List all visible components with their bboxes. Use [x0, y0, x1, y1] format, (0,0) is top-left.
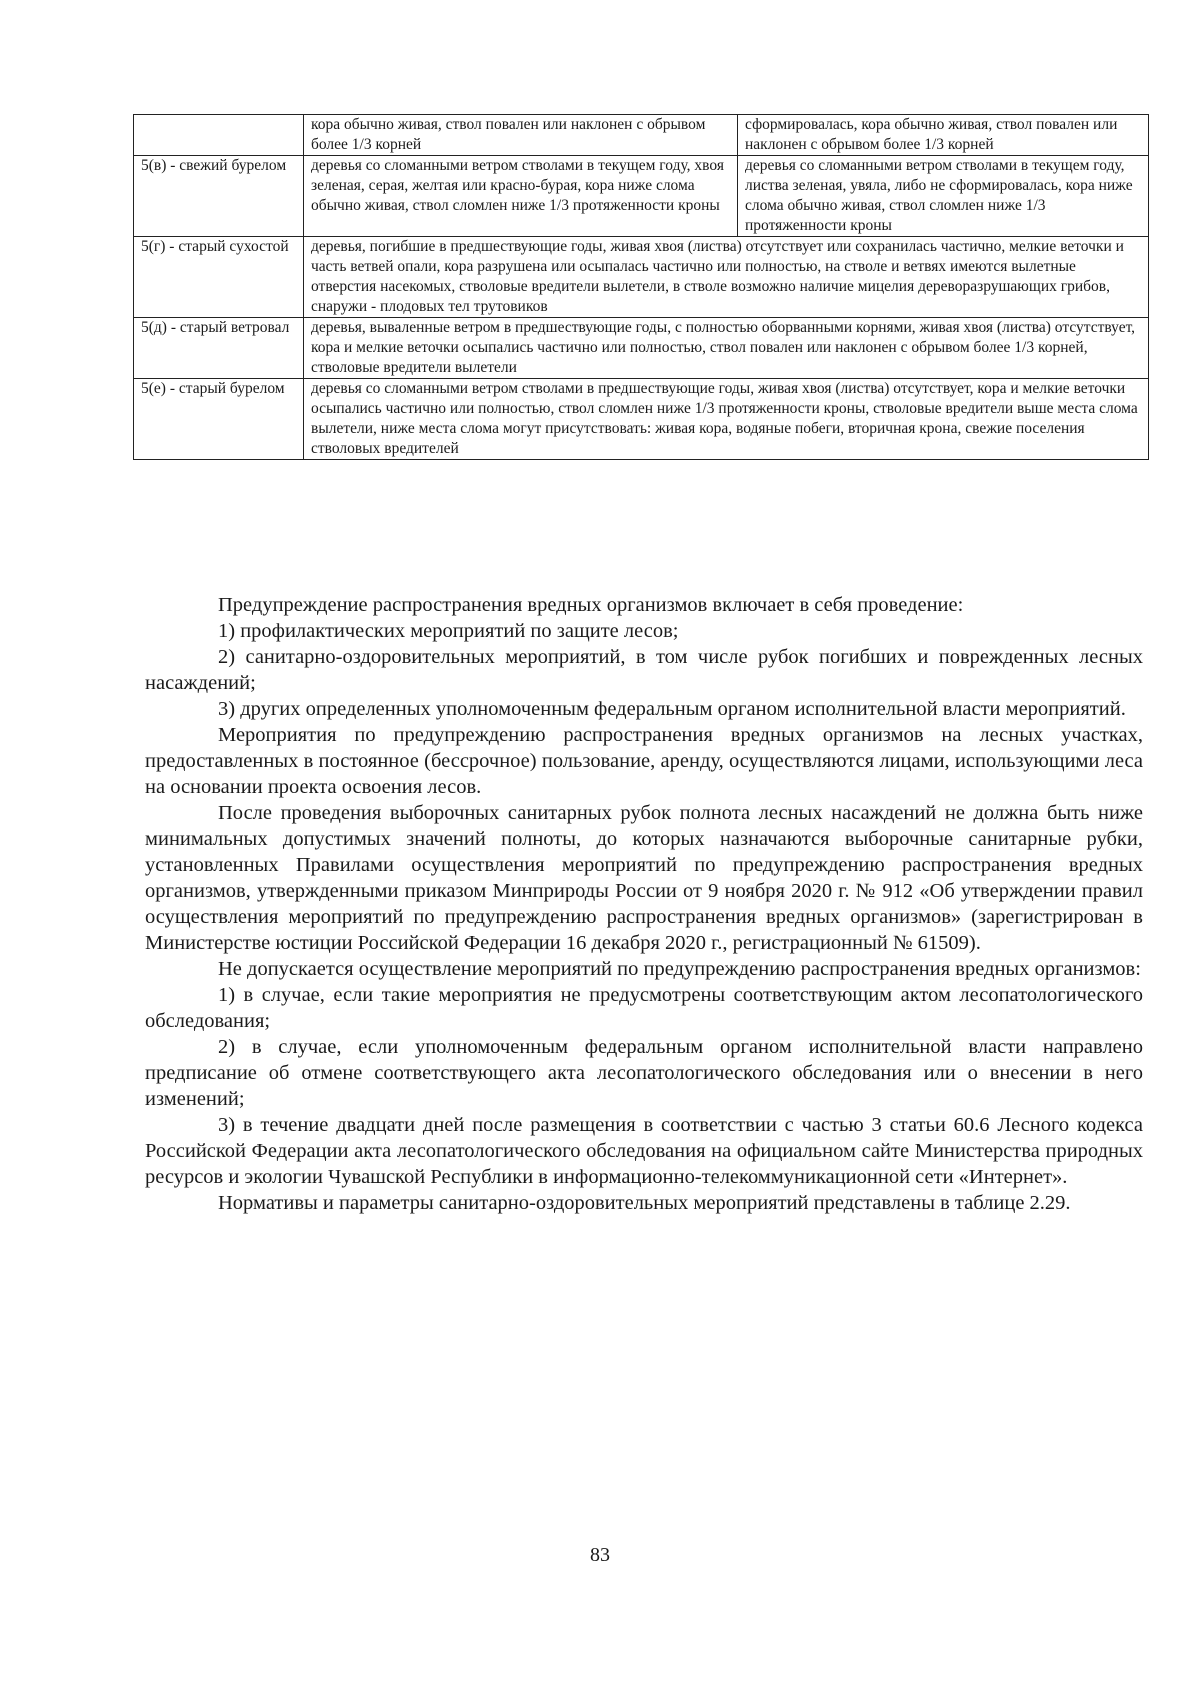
table-cell-category — [134, 115, 304, 156]
table-cell-description: деревья, вываленные ветром в предшествующие годы, с полностью оборванными корнями, живая хвоя (листва) отсутствует, кора и мелкие веточки осыпались частично или полностью, ствол повален или наклонен с обрывом более 1/3 корней, стволовые вредители вылетели — [304, 318, 1149, 379]
table-cell-category: 5(г) - старый сухостой — [134, 237, 304, 318]
list-item: 3) в течение двадцати дней после размещения в соответствии с частью 3 статьи 60.6 Лесного кодекса Российской Федерации акта лесопатологического обследования на официальном сайте Министерства природных ресурсов и экологии Чувашской Республики в информационно-телекоммуникационной сети «Интернет». — [145, 1114, 1143, 1188]
paragraph: Нормативы и параметры санитарно-оздоровительных мероприятий представлены в таблице 2.29. — [218, 1192, 1071, 1214]
page-number: 83 — [590, 1544, 610, 1566]
list-item: 1) в случае, если такие мероприятия не предусмотрены соответствующим актом лесопатологического обследования; — [145, 984, 1143, 1032]
tree-condition-table — [133, 114, 1149, 460]
table-cell-description: деревья со сломанными ветром стволами в предшествующие годы, живая хвоя (листва) отсутствует, кора и мелкие веточки осыпались частично или полностью, ствол сломлен ниже 1/3 протяженности кроны, стволовые вредители выше места слома вылетели, ниже места слома могут присутствовать: живая кора, водяные побеги, вторичная крона, свежие поселения стволовых вредителей — [304, 379, 1149, 460]
list-item: 3) других определенных уполномоченным федеральным органом исполнительной власти мероприятий. — [218, 698, 1126, 720]
table-cell-deciduous: деревья со сломанными ветром стволами в текущем году, листва зеленая, увяла, либо не сформировалась, кора ниже слома обычно живая, ствол сломлен ниже 1/3 протяженности кроны — [738, 156, 1149, 237]
paragraph: Не допускается осуществление мероприятий по предупреждению распространения вредных организмов: — [218, 958, 1141, 980]
table-cell-category: 5(в) - свежий бурелом — [134, 156, 304, 237]
table-cell-conifer: деревья со сломанными ветром стволами в текущем году, хвоя зеленая, серая, желтая или красно-бурая, кора ниже слома обычно живая, ствол сломлен ниже 1/3 протяженности кроны — [304, 156, 738, 237]
table-row — [134, 237, 1149, 318]
list-item: 2) в случае, если уполномоченным федеральным органом исполнительной власти направлено предписание об отмене соответствующего акта лесопатологического обследования или о внесении в него изменений; — [145, 1036, 1143, 1110]
table-cell-category: 5(д) - старый ветровал — [134, 318, 304, 379]
table-cell-deciduous: сформировалась, кора обычно живая, ствол повален или наклонен с обрывом более 1/3 корней — [738, 115, 1149, 156]
table-cell-description: деревья, погибшие в предшествующие годы, живая хвоя (листва) отсутствует или сохранилась частично, мелкие веточки и часть ветвей опали, кора разрушена или осыпалась частично или полностью, на стволе и ветвях имеются вылетные отверстия насекомых, стволовые вредители вылетели, в стволе возможно наличие мицелия дереворазрушающих грибов, снаружи - плодовых тел трутовиков — [304, 237, 1149, 318]
table-row — [134, 156, 1149, 237]
table-row — [134, 115, 1149, 156]
table-cell-conifer: кора обычно живая, ствол повален или наклонен с обрывом более 1/3 корней — [304, 115, 738, 156]
list-item: 2) санитарно-оздоровительных мероприятий, в том числе рубок погибших и поврежденных лесных насаждений; — [145, 646, 1143, 694]
list-item: 1) профилактических мероприятий по защите лесов; — [218, 620, 679, 642]
paragraph: Предупреждение распространения вредных организмов включает в себя проведение: — [218, 594, 964, 616]
table-row — [134, 379, 1149, 460]
body-text — [145, 592, 1143, 1216]
paragraph: Мероприятия по предупреждению распространения вредных организмов на лесных участках, предоставленных в постоянное (бессрочное) пользование, аренду, осуществляются лицами, использующими леса на основании проекта освоения лесов. — [145, 724, 1143, 798]
table-cell-category: 5(е) - старый бурелом — [134, 379, 304, 460]
table-row — [134, 318, 1149, 379]
paragraph: После проведения выборочных санитарных рубок полнота лесных насаждений не должна быть ниже минимальных допустимых значений полноты, до которых назначаются выборочные санитарные рубки, установленных Правилами осуществления мероприятий по предупреждению распространения вредных организмов, утвержденными приказом Минприроды России от 9 ноября 2020 г. № 912 «Об утверждении правил осуществления мероприятий по предупреждению распространения вредных организмов» (зарегистрирован в Министерстве юстиции Российской Федерации 16 декабря 2020 г., регистрационный № 61509). — [145, 802, 1143, 954]
